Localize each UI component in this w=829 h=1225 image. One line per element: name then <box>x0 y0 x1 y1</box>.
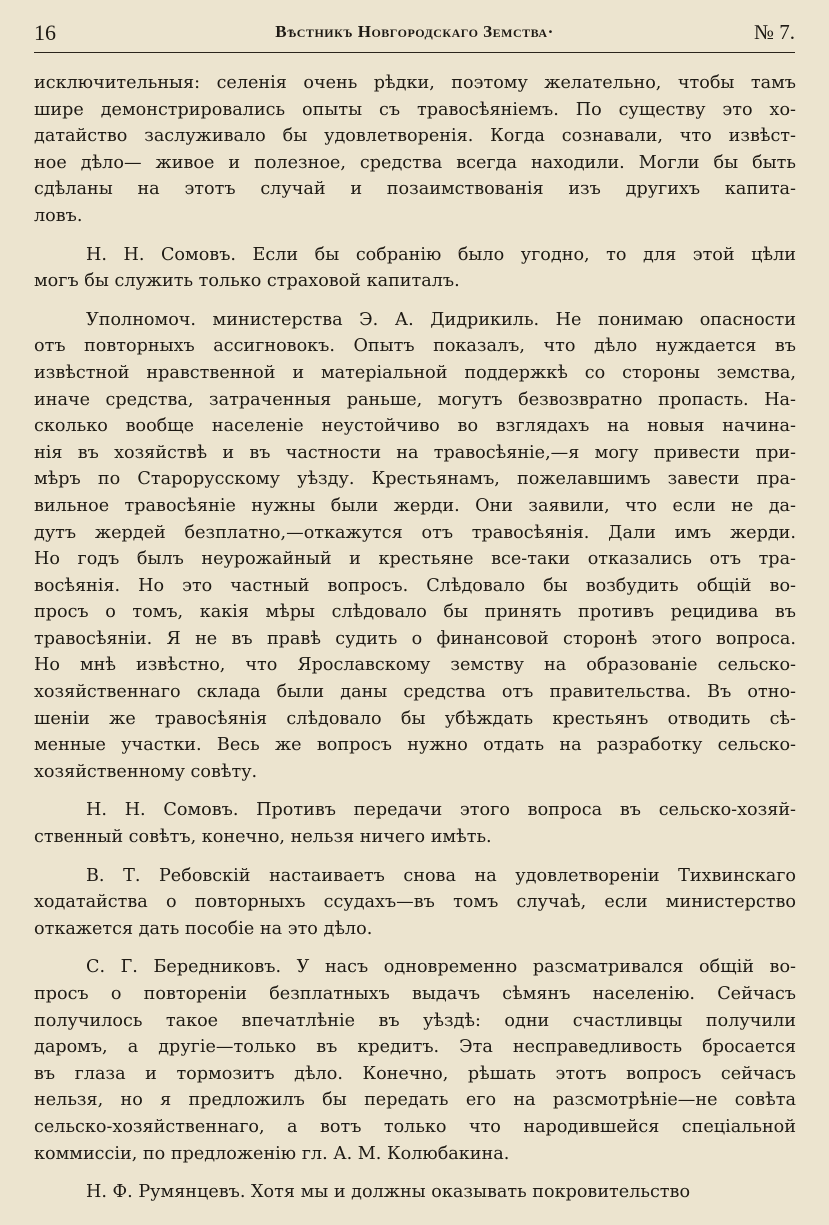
text-line: коммиссіи, по предложенію гл. А. М. Колюбакина. <box>34 1143 510 1164</box>
text-line: менные участки. Весь же вопросъ нужно отдать на разработку сельско- <box>34 735 796 756</box>
text-line: шире демонстрировались опыты съ травосѣяніемъ. По существу это хо- <box>34 99 796 120</box>
text-line: ственный совѣтъ, конечно, нельзя ничего имѣть. <box>34 827 492 848</box>
text-line: хозяйственному совѣту. <box>34 761 258 782</box>
text-line: ное дѣло— живое и полезное, средства всегда находили. Могли бы быть <box>34 152 796 173</box>
text-line: шеніи же травосѣянія слѣдовало бы убѣждать крестьянъ отводить сѣ- <box>34 708 796 729</box>
issue-number: № 7. <box>753 20 795 44</box>
text-line: нія въ хозяйствѣ и въ частности на травосѣяніе,—я могу привести при- <box>34 442 796 463</box>
text-line: отъ повторныхъ ассигновокъ. Опытъ показалъ, что дѣло нуждается въ <box>34 336 796 357</box>
paragraph <box>34 1179 796 1206</box>
paragraph <box>34 863 796 943</box>
text-line: дутъ жердей безплатно,—откажутся отъ травосѣянія. Дали имъ жерди. <box>34 522 796 543</box>
header-rule <box>34 52 795 53</box>
text-line: могъ бы служить только страховой капиталъ. <box>34 271 460 292</box>
text-line: въ глаза и тормозитъ дѣло. Конечно, рѣшать этотъ вопросъ сейчасъ <box>34 1063 796 1084</box>
paragraph <box>34 954 796 1167</box>
text-line: Н. Н. Сомовъ. Противъ передачи этого вопроса въ сельско-хозяй- <box>86 800 796 821</box>
text-line: нельзя, но я предложилъ бы передать его на разсмотрѣніе—не совѣта <box>34 1090 796 1111</box>
text-line: исключительныя: селенія очень рѣдки, поэтому желательно, чтобы тамъ <box>34 73 796 93</box>
text-line: С. Г. Бередниковъ. У насъ одновременно разсматривался общій во- <box>86 957 796 978</box>
text-line: датайство заслуживало бы удовлетворенія. Когда сознавали, что извѣст- <box>34 126 796 147</box>
text-line: В. Т. Ребовскій настаиваетъ снова на удовлетвореніи Тихвинскаго <box>86 865 796 886</box>
paragraph <box>34 242 796 295</box>
text-line: Уполномоч. министерства Э. А. Дидрикиль. Не понимаю опасности <box>86 309 796 330</box>
text-line: даромъ, а другіе—только въ кредитъ. Эта несправедливость бросается <box>34 1037 796 1058</box>
page-header <box>34 18 795 50</box>
text-line: восѣянія. Но это частный вопросъ. Слѣдовало бы возбудить общій во- <box>34 575 796 596</box>
text-line: ходатайства о повторныхъ ссудахъ—въ томъ случаѣ, если министерство <box>34 892 796 913</box>
text-line: ловъ. <box>34 205 83 226</box>
text-line: Н. Н. Сомовъ. Если бы собранію было угодно, то для этой цѣли <box>86 244 796 265</box>
text-line: извѣстной нравственной и матеріальной поддержкѣ со стороны земства, <box>34 362 796 383</box>
page-number: 16 <box>34 20 56 45</box>
journal-title: Вѣстникъ Новгородскаго Земства· <box>275 22 554 41</box>
text-line: просъ о томъ, какія мѣры слѣдовало бы принять противъ рецидива въ <box>34 602 796 623</box>
paragraph <box>34 797 796 850</box>
text-line: иначе средства, затраченныя раньше, могутъ безвозвратно пропасть. На- <box>34 389 796 410</box>
text-line: сельско-хозяйственнаго, а вотъ только что народившейся спеціальной <box>34 1116 796 1137</box>
text-line: хозяйственнаго склада были даны средства отъ правительства. Въ отно- <box>34 682 796 703</box>
text-line: получилось такое впечатлѣніе въ уѣздѣ: одни счастливцы получили <box>34 1010 796 1031</box>
paragraph <box>34 307 796 786</box>
text-line: сколько вообще населеніе неустойчиво во взглядахъ на новыя начина- <box>34 416 796 437</box>
text-line: вильное травосѣяніе нужны были жерди. Они заявили, что если не да- <box>34 495 796 516</box>
text-line: сдѣланы на этотъ случай и позаимствованія изъ другихъ капита- <box>34 179 796 200</box>
document-body <box>34 70 796 1218</box>
text-line: откажется дать пособіе на это дѣло. <box>34 918 373 939</box>
paragraph <box>34 70 796 230</box>
text-line: Но мнѣ извѣстно, что Ярославскому земству на образованіе сельско- <box>34 655 796 676</box>
text-line: Но годъ былъ неурожайный и крестьяне все-таки отказались отъ тра- <box>34 549 796 570</box>
text-line: просъ о повтореніи безплатныхъ выдачъ сѣмянъ населенію. Сейчасъ <box>34 984 796 1004</box>
text-line: травосѣяніи. Я не въ правѣ судить о финансовой сторонѣ этого вопроса. <box>34 628 796 649</box>
text-line: Н. Ф. Румянцевъ. Хотя мы и должны оказывать покровительство <box>86 1182 691 1203</box>
text-line: мѣръ по Старорусскому уѣзду. Крестьянамъ, пожелавшимъ завести пра- <box>34 469 796 490</box>
